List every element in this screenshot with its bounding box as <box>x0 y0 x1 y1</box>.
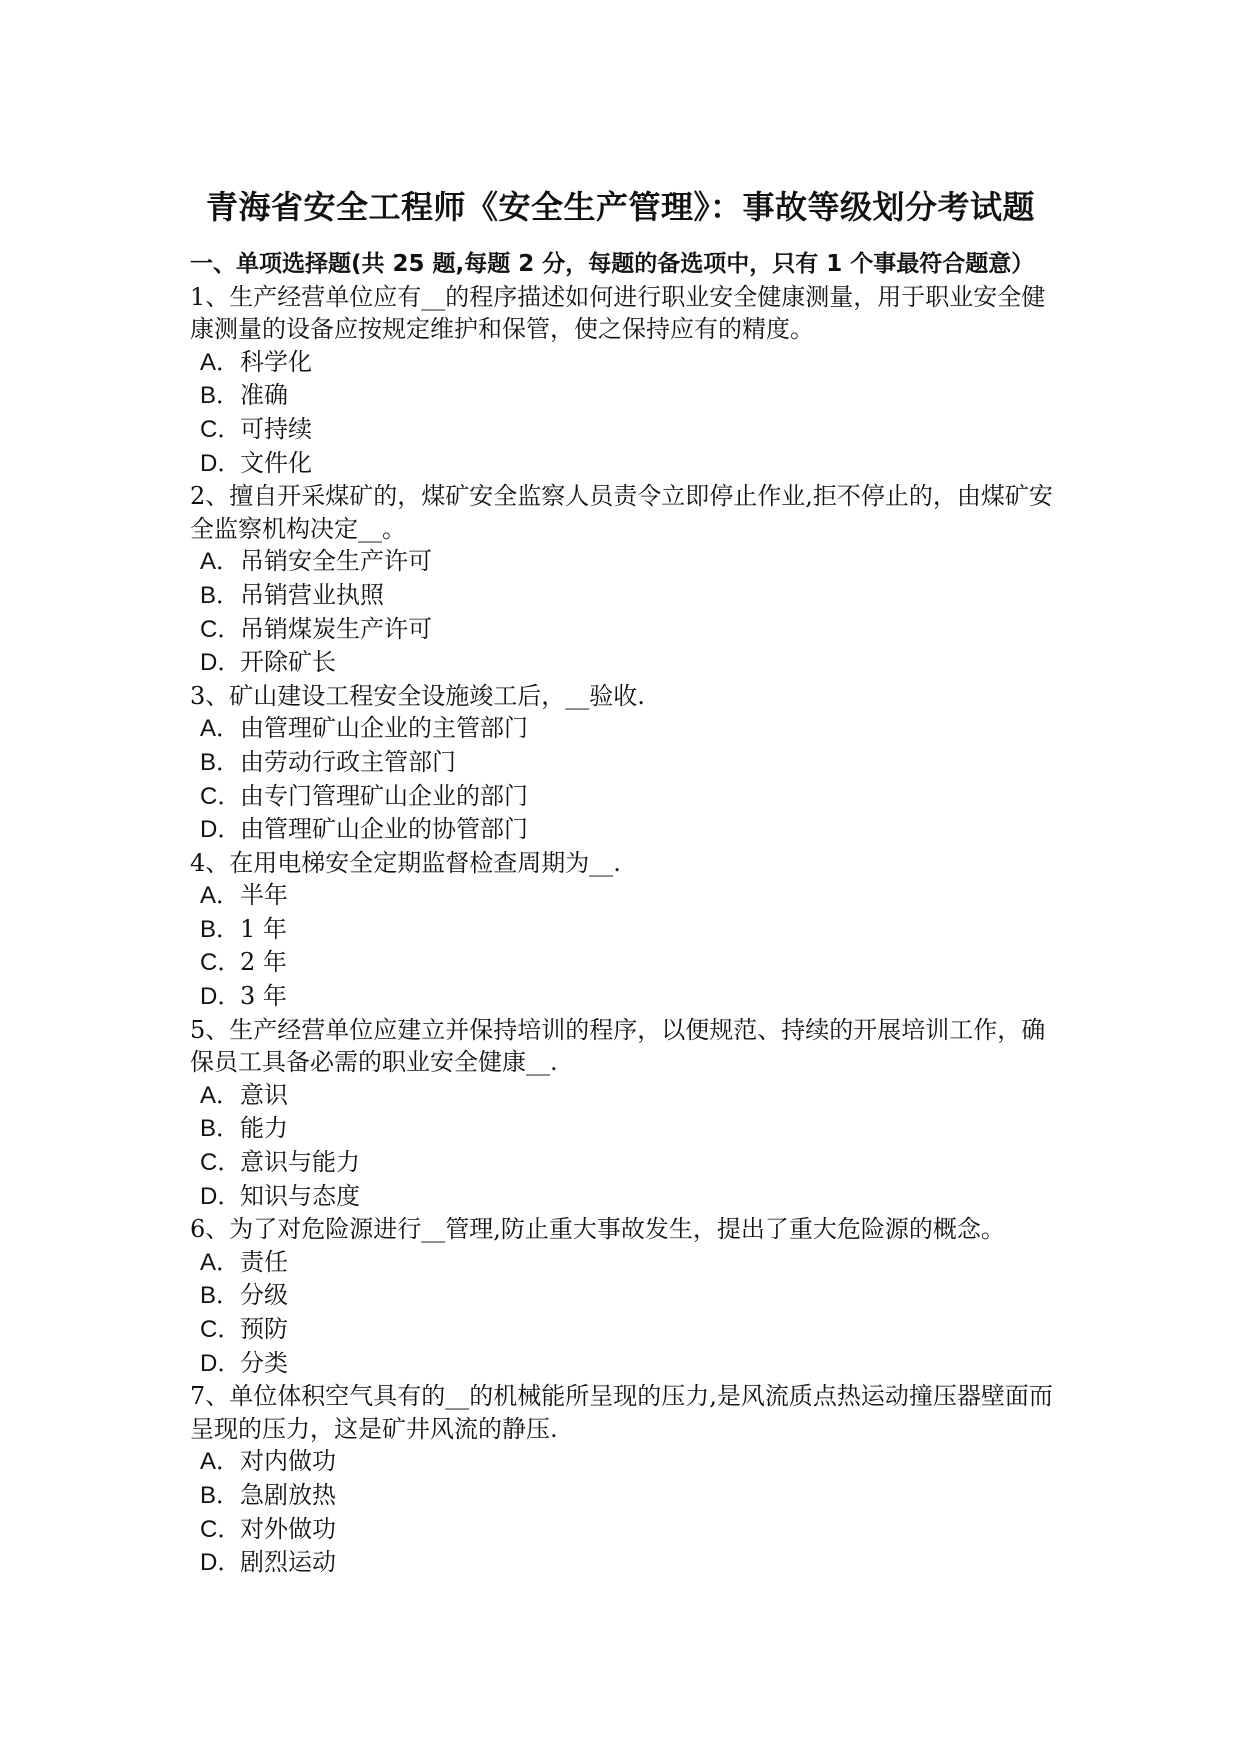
question-stem: 3、矿山建设工程安全设施竣工后，__验收. <box>190 681 645 710</box>
option-letter: C． <box>200 415 242 443</box>
option-a <box>190 1079 1060 1113</box>
option-letter: B． <box>200 382 241 410</box>
option-text: 剧烈运动 <box>240 1548 336 1577</box>
option-letter: D． <box>200 1349 242 1377</box>
option-c <box>190 1146 1060 1180</box>
option-text: 开除矿长 <box>240 648 336 677</box>
option-b <box>190 1112 1060 1146</box>
option-text: 吊销安全生产许可 <box>240 547 432 576</box>
option-text: 预防 <box>240 1315 288 1343</box>
option-letter: D． <box>200 649 242 677</box>
option-letter: C． <box>200 1149 242 1177</box>
option-b <box>190 1279 1060 1313</box>
option-letter: B． <box>200 581 241 609</box>
option-text: 文件化 <box>240 448 312 477</box>
option-text: 科学化 <box>240 347 312 376</box>
option-letter: D． <box>200 449 242 477</box>
option-c <box>190 613 1060 647</box>
option-letter: A． <box>200 715 241 743</box>
option-a <box>190 879 1060 913</box>
option-list <box>190 1079 1060 1213</box>
question-3 <box>190 680 1060 847</box>
option-b <box>190 379 1060 413</box>
option-a <box>190 1445 1060 1479</box>
question-stem: 1、生产经营单位应有__的程序描述如何进行职业安全健康测量，用于职业安全健康测量的设备应按规定维护和保管，使之保持应有的精度。 <box>190 282 1046 344</box>
option-letter: B． <box>200 748 241 776</box>
option-letter: C． <box>200 949 242 977</box>
option-c <box>190 1513 1060 1547</box>
option-d <box>190 447 1060 481</box>
option-text: 责任 <box>240 1247 288 1276</box>
option-c <box>190 780 1060 814</box>
option-text: 由管理矿山企业的协管部门 <box>240 815 528 844</box>
option-c <box>190 1313 1060 1347</box>
option-text: 由管理矿山企业的主管部门 <box>240 714 528 743</box>
option-letter: B． <box>200 915 241 943</box>
option-letter: D． <box>200 816 242 844</box>
question-7 <box>190 1380 1060 1580</box>
option-d <box>190 813 1060 847</box>
option-text: 意识与能力 <box>240 1148 360 1177</box>
option-a <box>190 712 1060 746</box>
option-b <box>190 1479 1060 1513</box>
option-text: 对内做功 <box>240 1447 336 1476</box>
option-letter: A． <box>200 348 241 376</box>
option-text: 3 年 <box>240 982 287 1011</box>
option-b <box>190 746 1060 780</box>
option-letter: A． <box>200 1248 241 1276</box>
option-letter: B． <box>200 1115 241 1143</box>
option-d <box>190 1347 1060 1381</box>
question-2 <box>190 480 1060 680</box>
option-letter: B． <box>200 1481 241 1509</box>
option-letter: D． <box>200 983 242 1011</box>
option-letter: A． <box>200 882 241 910</box>
option-text: 1 年 <box>240 914 287 943</box>
option-d <box>190 646 1060 680</box>
option-d <box>190 1546 1060 1580</box>
question-stem: 4、在用电梯安全定期监督检查周期为__. <box>190 848 621 877</box>
option-letter: A． <box>200 548 241 576</box>
option-text: 吊销煤炭生产许可 <box>240 614 432 643</box>
option-letter: A． <box>200 1448 241 1476</box>
option-a <box>190 346 1060 380</box>
option-text: 由劳动行政主管部门 <box>240 747 456 776</box>
option-list <box>190 879 1060 1013</box>
option-letter: C． <box>200 1515 242 1543</box>
option-letter: D． <box>200 1549 242 1577</box>
question-list <box>190 281 1060 1580</box>
option-text: 吊销营业执照 <box>240 580 384 609</box>
option-text: 由专门管理矿山企业的部门 <box>240 781 528 810</box>
option-list <box>190 545 1060 679</box>
option-text: 2 年 <box>240 948 287 977</box>
option-text: 分类 <box>240 1348 288 1377</box>
option-text: 意识 <box>240 1080 288 1109</box>
option-a <box>190 1246 1060 1280</box>
option-letter: D． <box>200 1182 242 1210</box>
document-title: 青海省安全工程师《安全生产管理》：事故等级划分考试题 <box>205 188 1035 226</box>
question-stem: 6、为了对危险源进行__管理,防止重大事故发生，提出了重大危险源的概念。 <box>190 1215 1005 1244</box>
option-letter: C． <box>200 1316 242 1343</box>
option-text: 准确 <box>240 381 288 410</box>
option-b <box>190 579 1060 613</box>
option-letter: C． <box>200 782 242 810</box>
option-text: 急剧放热 <box>240 1480 336 1509</box>
question-6 <box>190 1213 1060 1380</box>
option-c <box>190 946 1060 980</box>
option-text: 分级 <box>240 1281 288 1310</box>
option-list <box>190 346 1060 480</box>
option-text: 可持续 <box>240 414 312 443</box>
document-body <box>190 248 1060 1580</box>
question-stem: 2、擅自开采煤矿的，煤矿安全监察人员责令立即停止作业,拒不停止的，由煤矿安全监察机构决定__。 <box>190 482 1053 543</box>
question-1 <box>190 281 1060 481</box>
question-4 <box>190 847 1060 1014</box>
option-letter: B． <box>200 1282 241 1310</box>
option-a <box>190 545 1060 579</box>
option-text: 知识与态度 <box>240 1181 360 1210</box>
option-text: 半年 <box>240 881 288 910</box>
question-5 <box>190 1014 1060 1214</box>
section-header: 一、单项选择题(共 25 题,每题 2 分，每题的备选项中，只有 1 个事最符合题意） <box>190 251 1035 277</box>
option-d <box>190 980 1060 1014</box>
option-b <box>190 913 1060 947</box>
question-stem: 7、单位体积空气具有的__的机械能所呈现的压力,是风流质点热运动撞压器壁面而呈现的压力，这是矿井风流的静压. <box>190 1382 1053 1443</box>
option-list <box>190 1246 1060 1380</box>
option-d <box>190 1180 1060 1214</box>
question-stem: 5、生产经营单位应建立并保持培训的程序，以便规范、持续的开展培训工作，确保员工具备必需的职业安全健康__. <box>190 1015 1046 1077</box>
option-c <box>190 413 1060 447</box>
option-letter: C． <box>200 615 242 643</box>
option-letter: A． <box>200 1081 241 1109</box>
option-list <box>190 1445 1060 1579</box>
option-text: 对外做功 <box>240 1514 336 1543</box>
option-list <box>190 712 1060 846</box>
option-text: 能力 <box>240 1114 288 1143</box>
